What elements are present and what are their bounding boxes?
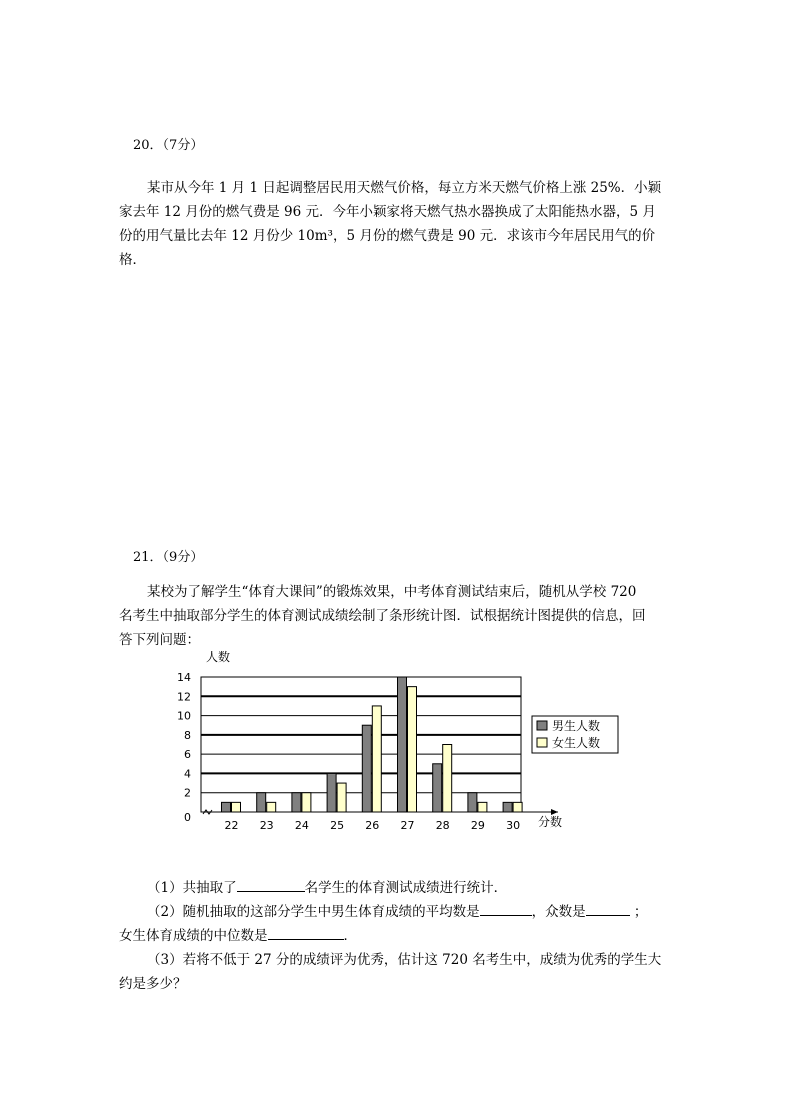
- q20-line-2: 家去年 12 月份的燃气费是 96 元．今年小颖家将天燃气热水器换成了太阳能热水器，5 月: [119, 204, 656, 220]
- q21-line-1: 某校为了解学生“体育大课间”的锻炼效果，中考体育测试结束后，随机从学校 720: [147, 584, 637, 600]
- q21-line-2: 名考生中抽取部分学生的体育测试成绩绘制了条形统计图．试根据统计图提供的信息，回: [119, 608, 646, 624]
- legend-swatch-male: [537, 721, 547, 730]
- sub-question-2: [119, 900, 689, 924]
- y-axis-label: 人数: [206, 650, 231, 664]
- q21-line-3: 答下列问题：: [119, 632, 200, 648]
- bar-male: [398, 677, 407, 812]
- x-tick-label: 25: [330, 819, 345, 832]
- bar-female: [337, 783, 346, 812]
- sub-question-3-line-1: （3）若将不低于 27 分的成绩评为优秀，估计这 720 名考生中，成绩为优秀的学生大: [147, 952, 662, 968]
- bar-male: [292, 793, 301, 812]
- x-tick-label: 26: [365, 819, 380, 832]
- q20-line-4: 格．: [119, 252, 146, 268]
- sub-question-2b: [119, 924, 689, 948]
- sub2-mid-text: ，众数是: [531, 904, 586, 920]
- y-tick-label: 8: [184, 728, 191, 742]
- legend-label-female: 女生人数: [552, 736, 601, 750]
- y-tick-label: 14: [177, 671, 191, 684]
- x-tick-label: 28: [435, 819, 450, 832]
- bar-female: [302, 793, 311, 812]
- question-21-subparts: [119, 876, 689, 996]
- x-tick-label: 30: [506, 819, 521, 832]
- sub-question-3-line-2: 约是多少？: [119, 976, 187, 992]
- x-tick-label: 24: [294, 819, 309, 832]
- bar-female: [372, 706, 381, 812]
- sub2b-pre-text: 女生体育成绩的中位数是: [119, 928, 268, 944]
- bar-male: [257, 793, 266, 812]
- legend-label-male: 男生人数: [552, 719, 601, 733]
- bar-female: [267, 802, 276, 812]
- bar-male: [503, 802, 512, 812]
- sub1-pre-text: （1）共抽取了: [147, 880, 237, 896]
- y-tick-label: 12: [177, 690, 191, 704]
- bar-female: [513, 802, 522, 812]
- bar-female: [408, 687, 417, 812]
- legend-swatch-female: [537, 738, 547, 747]
- bar-female: [232, 802, 241, 812]
- y-tick-label: 6: [184, 748, 191, 762]
- sub2-pre-text: （2）随机抽取的这部分学生中男生体育成绩的平均数是: [147, 904, 480, 920]
- question-20-number: 20．（7分）: [133, 138, 204, 153]
- chart-y-ticks: [177, 671, 191, 824]
- y-tick-label: 10: [177, 709, 191, 723]
- x-axis-label: 分数: [538, 815, 563, 829]
- bar-female: [478, 802, 487, 812]
- y-tick-label: 4: [184, 767, 191, 781]
- sub2b-median-blank[interactable]: [268, 925, 344, 940]
- q20-line-1: 某市从今年 1 月 1 日起调整居民用天燃气价格，每立方米天燃气价格上涨 25%．小颖: [147, 180, 662, 196]
- bar-male: [433, 764, 442, 812]
- sub2b-post-text: ．: [343, 928, 357, 944]
- x-tick-label: 27: [400, 819, 415, 832]
- q20-line-3: 份的用气量比去年 12 月份少 10m³，5 月份的燃气费是 90 元．求该市今年居民用气的价: [119, 228, 656, 244]
- sub1-answer-blank[interactable]: [237, 877, 305, 892]
- sub2-end-text: ；: [633, 904, 648, 920]
- bar-male: [362, 725, 371, 812]
- bar-chart: [170, 640, 601, 840]
- chart-x-ticks: [225, 819, 521, 832]
- sub2-mode-blank[interactable]: [586, 901, 630, 916]
- x-tick-label: 29: [470, 819, 485, 832]
- x-tick-label: 22: [224, 819, 239, 832]
- x-tick-label: 23: [259, 819, 274, 832]
- bar-male: [222, 802, 231, 812]
- axis-break-mark: [203, 810, 212, 814]
- y-tick-label: 0: [184, 811, 191, 824]
- sub-question-1: [119, 876, 689, 900]
- sub1-post-text: 名学生的体育测试成绩进行统计．: [304, 880, 508, 896]
- bar-female: [443, 745, 452, 813]
- question-21-number: 21．（9分）: [133, 550, 204, 565]
- y-tick-label: 2: [184, 786, 191, 800]
- bar-male: [327, 773, 336, 812]
- sub2-mean-blank[interactable]: [480, 901, 532, 916]
- chart-legend: [532, 716, 618, 753]
- bar-male: [468, 793, 477, 812]
- question-20-text: [119, 176, 679, 272]
